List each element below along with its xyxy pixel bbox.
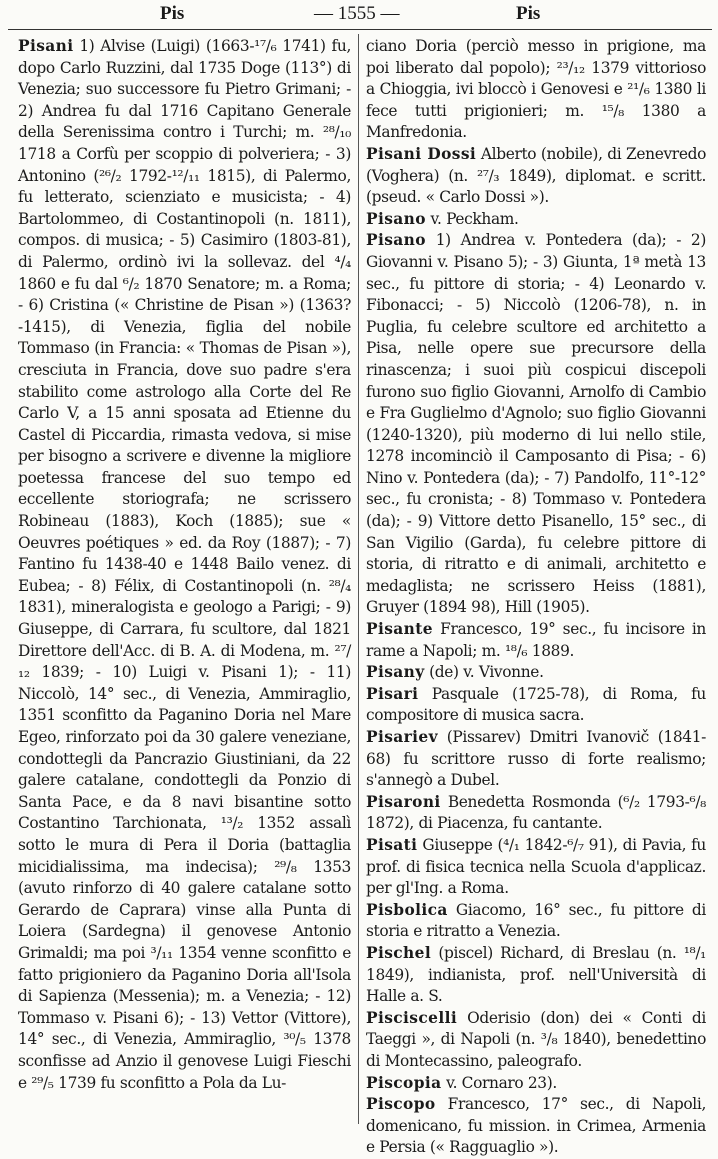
entry-text: Francesco, 19° sec., fu incisore in rame a Napoli; m. ¹⁸/₆ 1889. — [366, 620, 706, 660]
entry-headword: Pisano — [366, 231, 426, 250]
entry — [18, 36, 351, 1094]
entry — [366, 230, 706, 619]
entry-headword: Pisciscelli — [366, 1008, 458, 1027]
entry — [366, 900, 706, 943]
entry-headword: Pisano — [366, 209, 426, 228]
entry — [366, 727, 706, 792]
entry-headword: Pischel — [366, 943, 432, 962]
entry — [366, 1073, 706, 1095]
entry — [366, 684, 706, 727]
page-number: — 1555 — — [314, 3, 400, 24]
entry-headword: Pisaroni — [366, 792, 441, 811]
header-rule — [8, 29, 712, 30]
entry-text: 1) Andrea v. Pontedera (da); - 2) Giovanni v. Pisano 5); - 3) Giunta, 1ª metà 13 sec., fu pittore di storia; - 4) Leonardo v. Fibonacci; - 5) Niccolò (1206-78), n. in Puglia, fu celebre scultore ed architetto a Pisa, nelle opere sue precursore della rinascenza; i suoi più cospicui discepoli furono suo figlio Giovanni, Arnolfo di Cambio e Fra Guglielmo d'Agnolo; suo figlio Giovanni (1240-1320), più moderno di lui nello stile, 1278 incominciò il Camposanto di Pisa; - 6) Nino v. Pontedera (da); - 7) Pandolfo, 11°-12° sec., fu cronista; - 8) Tommaso v. Pontedera (da); - 9) Vittore detto Pisanello, 15° sec., di San Vigilio (Garda), fu celebre pittore di storia, di ritratto e di animali, architetto e medaglista; ne scrissero Heiss (1881), Gruyer (1894 98), Hill (1905). — [366, 231, 707, 617]
entry — [366, 1094, 706, 1159]
header-right-keyword: Pis — [516, 3, 541, 24]
entry-text: (de) v. Vivonne. — [429, 663, 544, 682]
entry — [366, 209, 706, 231]
entry — [366, 662, 706, 684]
entry — [366, 835, 706, 900]
column-divider — [358, 34, 359, 1124]
entry-headword: Pisariev — [366, 728, 438, 746]
entry-text: Alberto (nobile), di Zenevredo (Voghera) (n. ²⁷/₃ 1849), diplomat. e scritt. (pseud. « Carlo Dossi »). — [366, 144, 706, 207]
right-column — [366, 36, 706, 1159]
entry — [366, 619, 706, 662]
entry-headword: Pisante — [366, 620, 433, 639]
header-left-keyword: Pis — [160, 3, 185, 24]
entry-headword: Pisari — [366, 684, 419, 703]
entry-text: v. Peckham. — [430, 209, 519, 228]
entry-headword: Piscopia — [366, 1073, 442, 1092]
entry-headword: Piscopo — [366, 1095, 436, 1114]
entry-headword: Pisani Dossi — [366, 144, 477, 163]
entry-headword: Pisbolica — [366, 900, 448, 919]
entry-headword: Pisati — [366, 835, 418, 854]
entry — [366, 1008, 706, 1073]
entry-text: Francesco, 17° sec., di Napoli, domenicano, fu mission. in Crimea, Armenia e Persia (« Ragguaglio »). — [366, 1095, 706, 1157]
entry-text: (Pissarev) Dmitri Ivanovič (1841-68) fu scrittore russo di forte realismo; s'annegò a Dubel. — [366, 728, 706, 790]
entry — [366, 792, 706, 835]
entry-text: (piscel) Richard, di Breslau (n. ¹⁸/₁ 1849), indianista, prof. nell'Università di Halle a. S. — [366, 943, 706, 1006]
entry — [366, 943, 706, 1008]
entry-text: Pasquale (1725-78), di Roma, fu compositore di musica sacra. — [366, 684, 706, 725]
entry-text: Giuseppe (⁴/₁ 1842-⁶/₇ 91), di Pavia, fu prof. di fisica tecnica nella Scuola d'applicaz. per gl'Ing. a Roma. — [366, 835, 706, 898]
entry-headword: Pisany — [366, 663, 425, 682]
entry-text: ciano Doria (perciò messo in prigione, ma poi liberato dal popolo); ²³/₁₂ 1379 vittorioso a Chioggia, ivi bloccò i Genovesi e ²¹/₆ 1380 li fece tutti prigionieri; m. ¹⁵/₈ 1380 a Manfredonia. — [366, 37, 706, 142]
entry-text: Giacomo, 16° sec., fu pittore di storia e ritratto a Venezia. — [366, 900, 706, 941]
page-header — [0, 0, 718, 28]
entry-text: 1) Alvise (Luigi) (1663-¹⁷/₆ 1741) fu, dopo Carlo Ruzzini, dal 1735 Doge (113°) di Venezia; suo successore fu Pietro Grimani; - 2) Andrea fu dal 1716 Capitano Generale della Serenissima contro i Turchi; m. ²⁸/₁₀ 1718 a Corfù per scoppio di polveriera; - 3) Antonino (²⁶/₂ 1792-¹²/₁₁ 1815), di Palermo, fu letterato, scienziato e musicista; - 4) Bartolommeo, di Costantinopoli (n. 1811), compos. di musica; - 5) Casimiro (1803-81), di Palermo, ordinò ivi la sollevaz. del ⁴/₄ 1860 e fu dal ⁶/₂ 1870 Senatore; m. a Roma; - 6) Cristina (« Christine de Pisan ») (1363?-1415), di Venezia, figlia del nobile Tommaso (in Francia: « Thomas de Pisan »), cresciuta in Francia, dove suo padre s'era stabilito come astrologo alla Corte del Re Carlo V, a 15 anni sposata ad Etienne du Castel di Piccardia, rimasta vedova, si mise per bisogno a scrivere e divenne la migliore poetessa francese del suo tempo ed eccellente storiografa; ne scrissero Robineau (1883), Koch (1885); sue « Oeuvres poétiques » ed. da Roy (1887); - 7) Fantino fu 1438-40 e 1448 Bailo venez. di Eubea; - 8) Félix, di Costantinopoli (n. ²⁸/₄ 1831), mineralogista e geologo a Parigi; - 9) Giuseppe, di Carrara, fu scultore, dal 1821 Direttore dell'Acc. di B. A. di Modena, m. ²⁷/₁₂ 1839; - 10) Luigi v. Pisani 1); - 11) Niccolò, 14° sec., di Venezia, Ammiraglio, 1351 sconfitto da Paganino Doria nel Mare Egeo, rinforzato poi da 30 galere veneziane, condottegli da Pancrazio Giustiniani, da 22 galere catalane, condottegli da Ponzio di Santa Pace, e da 8 navi bisantine sotto Costantino Tarchionata, ¹³/₂ 1352 assalì sotto le mura di Pera il Doria (battaglia micidialissima, ma indecisa); ²⁹/₈ 1353 (avuto rinforzo di 40 galere catalane sotto Gerardo de Caprara) vinse alla Punta di Loiera (Sardegna) il genovese Antonio Grimaldi; ma poi ³/₁₁ 1354 venne sconfitto e fatto prigioniero da Paganino Doria all'Isola di Sapienza (Messenia); m. a Venezia; - 12) Tommaso v. Pisani 6); - 13) Vettor (Vittore), 14° sec., di Venezia, Ammiraglio, ³⁰/₅ 1378 sconfisse ad Anzio il genovese Luigi Fieschi e ²⁹/₅ 1739 fu sconfitto a Pola da Lu- — [18, 37, 351, 1092]
entry-text: Benedetta Rosmonda (⁶/₂ 1793-⁶/₈ 1872), di Piacenza, fu cantante. — [366, 792, 706, 833]
entry — [366, 36, 706, 144]
entry-text: v. Cornaro 23). — [446, 1073, 557, 1092]
left-column — [18, 36, 351, 1094]
entry-headword: Pisani — [18, 37, 74, 55]
entry — [366, 144, 706, 209]
entry-text: Oderisio (don) dei « Conti di Taeggi », di Napoli (n. ³/₈ 1840), benedettino di Montecassino, paleografo. — [366, 1008, 707, 1070]
